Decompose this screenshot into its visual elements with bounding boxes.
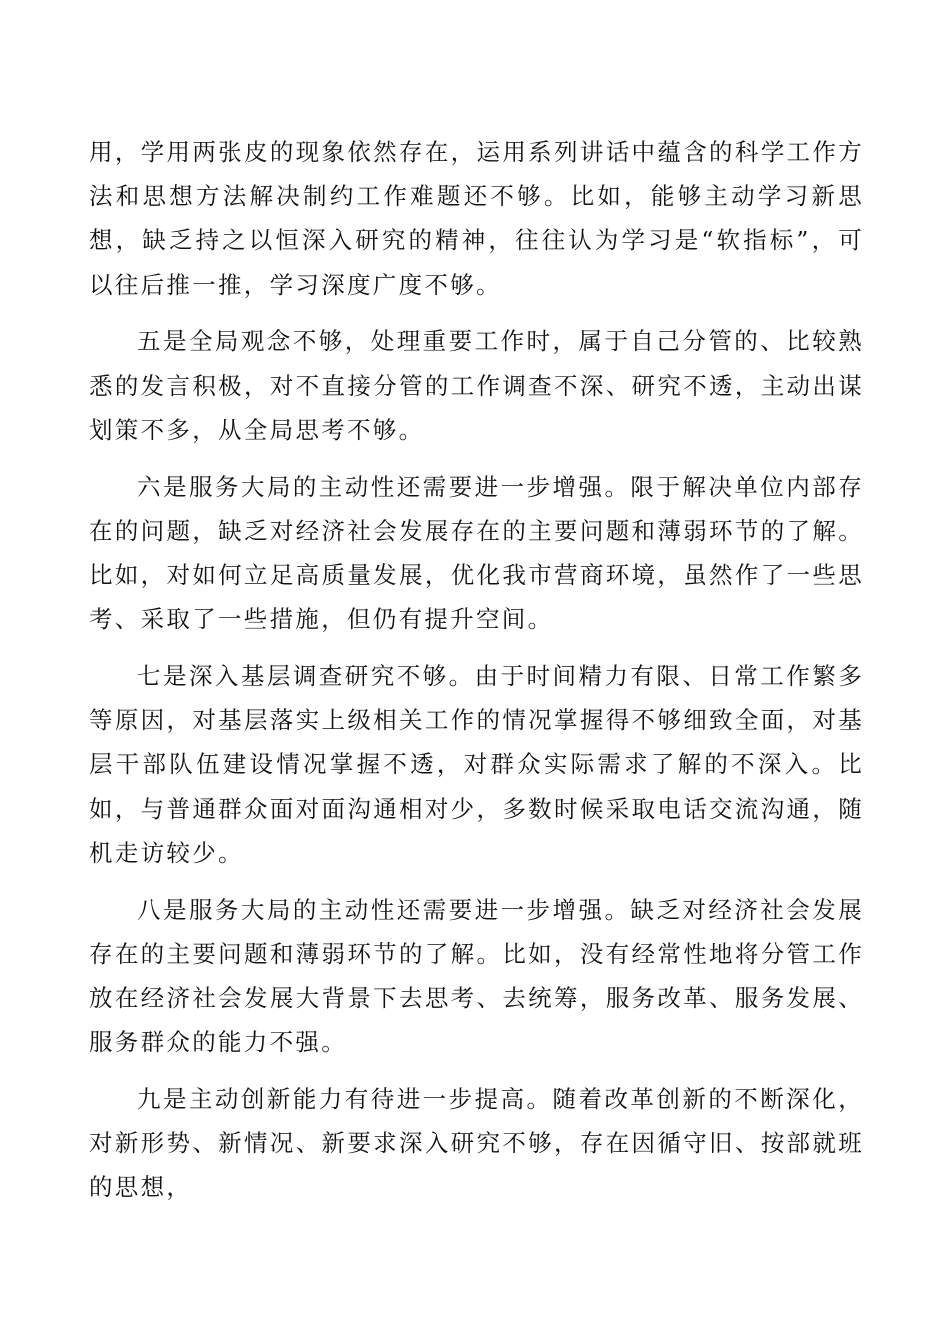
paragraph-point-five: 五是全局观念不够，处理重要工作时，属于自己分管的、比较熟悉的发言积极，对不直接分管的工作调查不深、研究不透，主动出谋划策不多，从全局思考不够。 [89,327,864,444]
paragraph-continuation: 用，学用两张皮的现象依然存在，运用系列讲话中蕴含的科学工作方法和思想方法解决制约工作难题还不够。比如，能够主动学习新思想，缺乏持之以恒深入研究的精神，往往认为学习是“软指标”，可以往后推一推，学习深度广度不够。 [89,138,864,299]
paragraph-point-six: 六是服务大局的主动性还需要进一步增强。限于解决单位内部存在的问题，缺乏对经济社会发展存在的主要问题和薄弱环节的了解。比如，对如何立足高质量发展，优化我市营商环境，虽然作了一些思考、采取了一些措施，但仍有提升空间。 [89,472,864,634]
paragraph-point-seven: 七是深入基层调查研究不够。由于时间精力有限、日常工作繁多等原因，对基层落实上级相关工作的情况掌握得不够细致全面，对基层干部队伍建设情况掌握不透，对群众实际需求了解的不深入。比如，与普通群众面对面沟通相对少，多数时候采取电话交流沟通，随机走访较少。 [89,662,864,867]
document-body [89,130,864,1222]
paragraph-point-nine: 九是主动创新能力有待进一步提高。随着改革创新的不断深化，对新形势、新情况、新要求深入研究不够，存在因循守旧、按部就班的思想， [89,1085,864,1202]
paragraph-point-eight: 八是服务大局的主动性还需要进一步增强。缺乏对经济社会发展存在的主要问题和薄弱环节的了解。比如，没有经常性地将分管工作放在经济社会发展大背景下去思考、去统筹，服务改革、服务发展、服务群众的能力不强。 [89,895,864,1057]
